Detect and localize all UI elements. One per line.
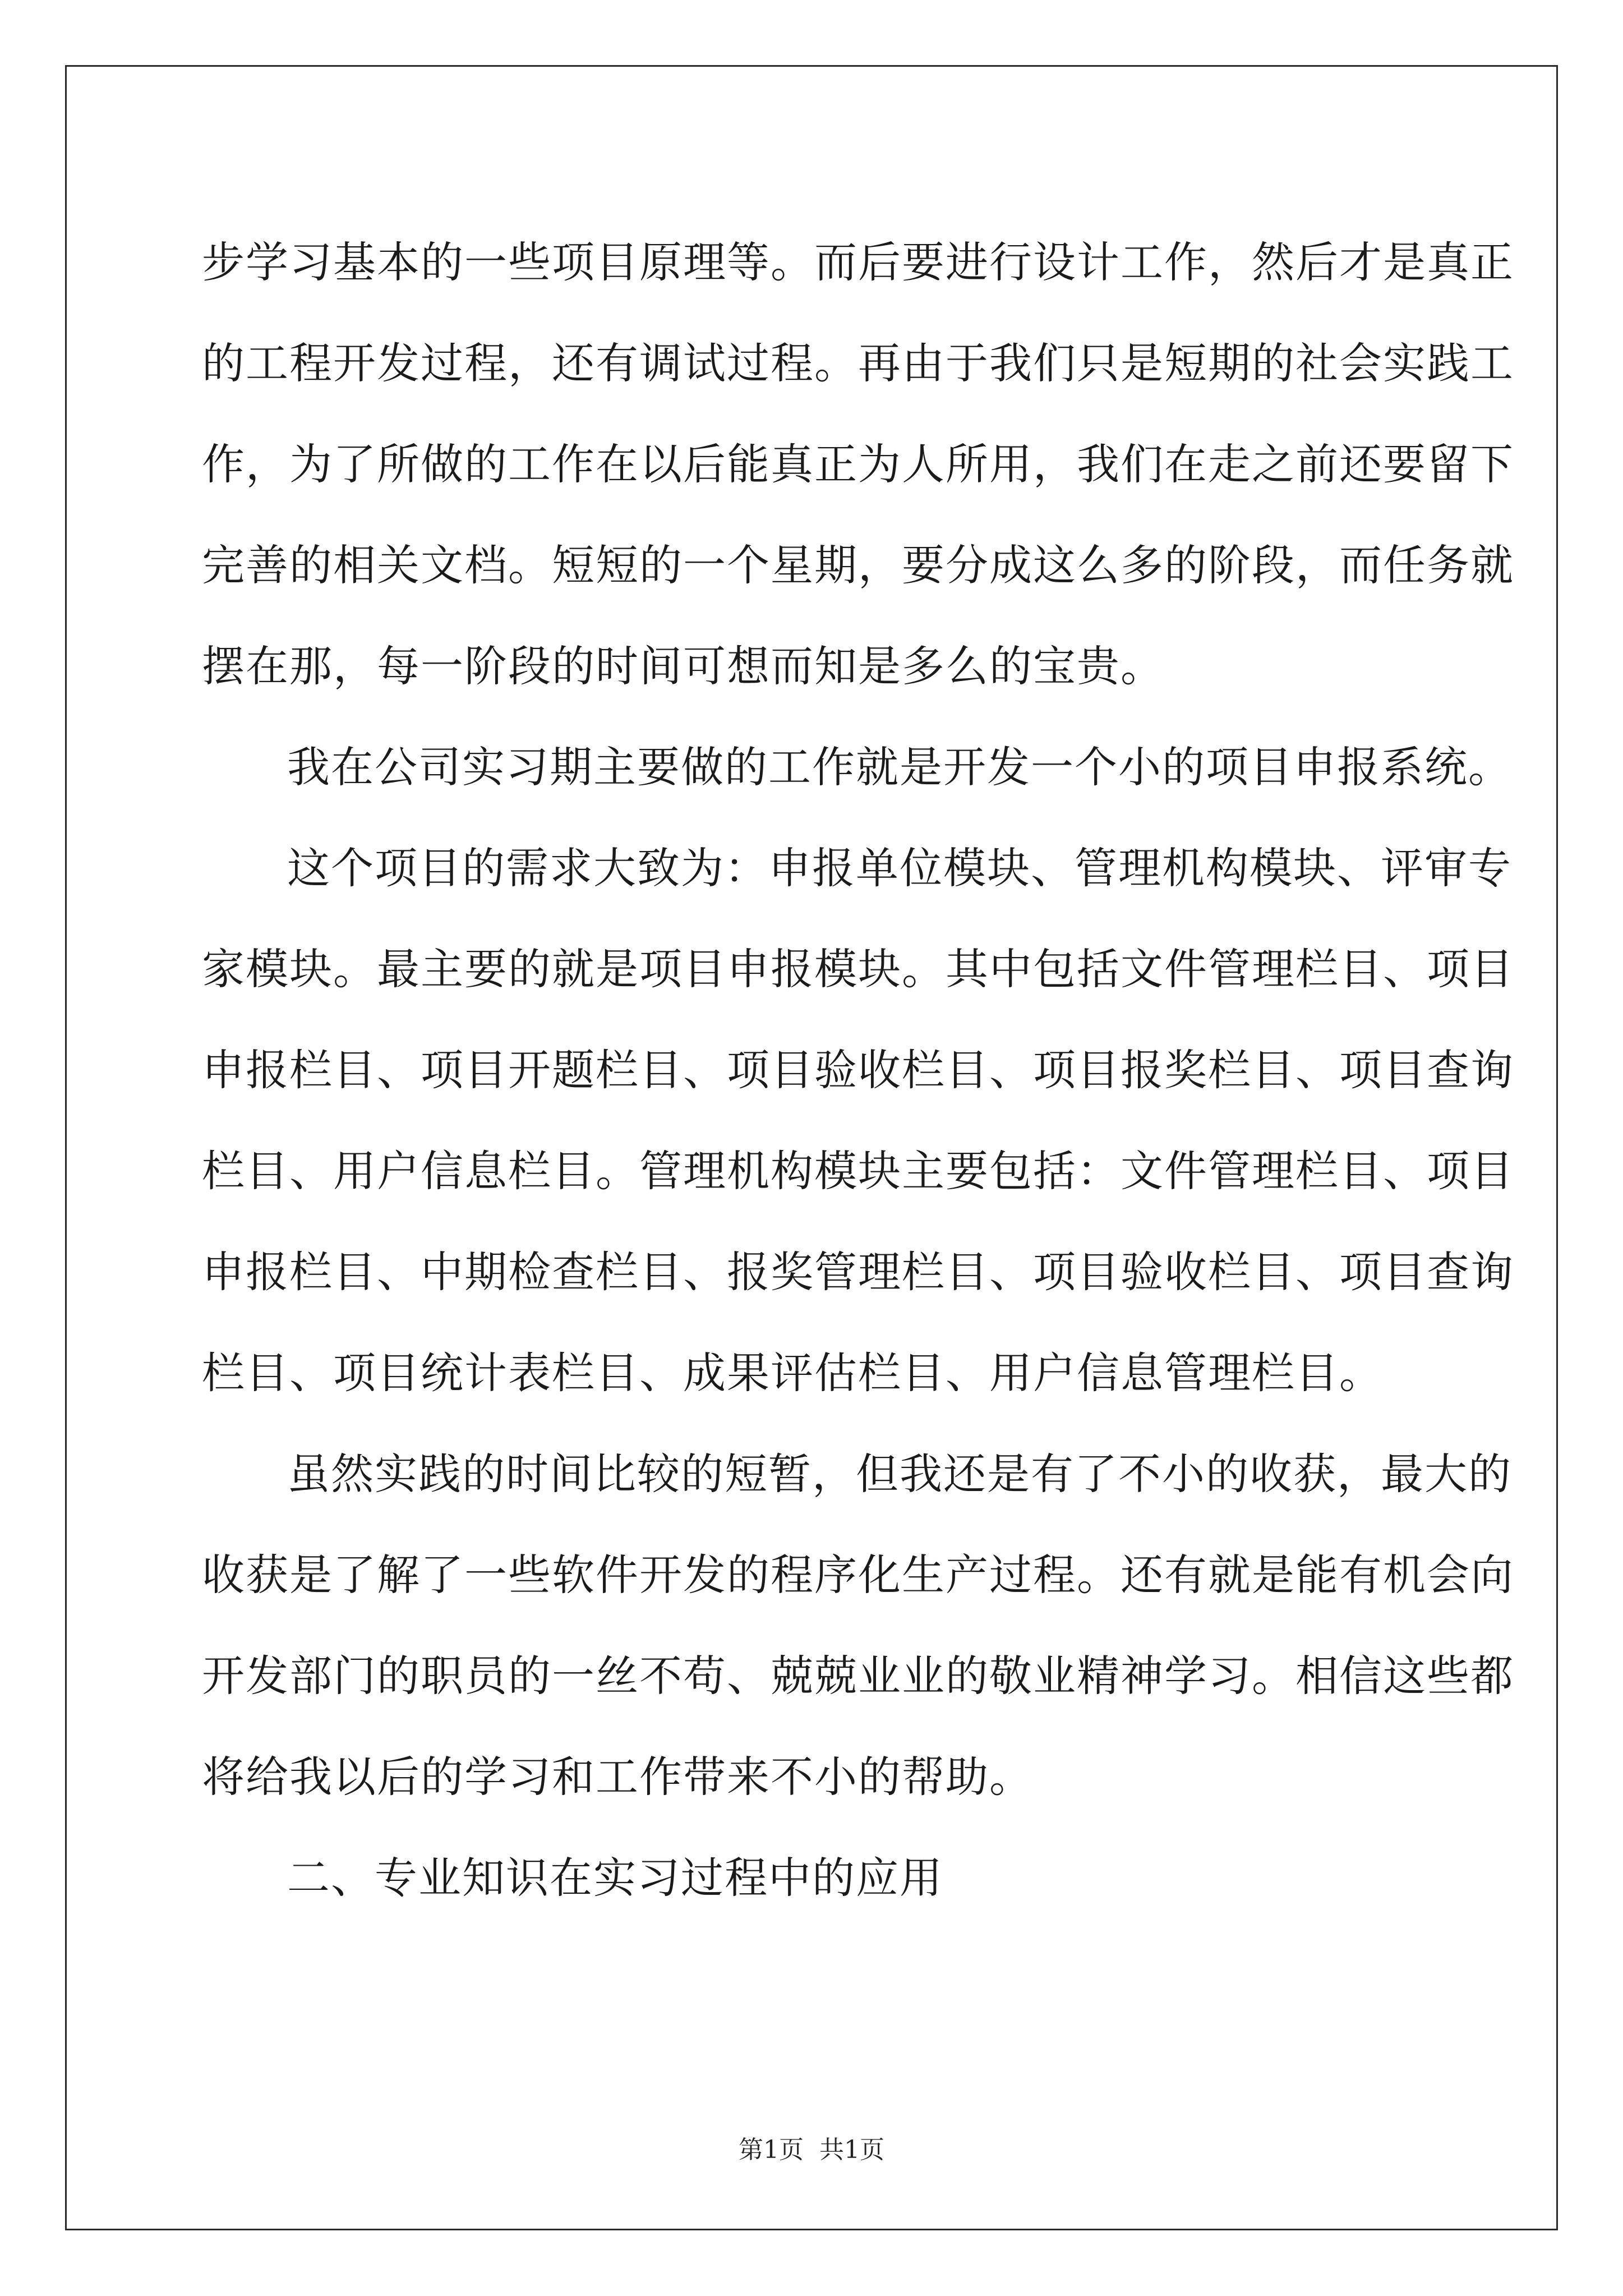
text-line: 收获是了解了一些软件开发的程序化生产过程。还有就是能有机会向 bbox=[202, 1550, 1514, 1600]
text-line: 栏目、用户信息栏目。管理机构模块主要包括：文件管理栏目、项目 bbox=[202, 1146, 1514, 1196]
text-line: 虽然实践的时间比较的短暂，但我还是有了不小的收获，最大的 bbox=[287, 1449, 1512, 1499]
page-number: 第1页 bbox=[739, 2136, 804, 2164]
text-line: 将给我以后的学习和工作带来不小的帮助。 bbox=[202, 1752, 1033, 1802]
text-line: 申报栏目、中期检查栏目、报奖管理栏目、项目验收栏目、项目查询 bbox=[202, 1247, 1514, 1297]
text-line: 完善的相关文档。短短的一个星期，要分成这么多的阶段，而任务就 bbox=[202, 540, 1514, 590]
text-line: 我在公司实习期主要做的工作就是开发一个小的项目申报系统。 bbox=[287, 742, 1512, 792]
text-line: 步学习基本的一些项目原理等。而后要进行设计工作，然后才是真正 bbox=[202, 237, 1514, 287]
text-line: 作，为了所做的工作在以后能真正为人所用，我们在走之前还要留下 bbox=[202, 439, 1514, 489]
text-line: 家模块。最主要的就是项目申报模块。其中包括文件管理栏目、项目 bbox=[202, 944, 1514, 994]
page-total: 共1页 bbox=[819, 2136, 884, 2164]
section-heading: 二、专业知识在实习过程中的应用 bbox=[287, 1853, 943, 1903]
text-line: 的工程开发过程，还有调试过程。再由于我们只是短期的社会实践工 bbox=[202, 338, 1514, 388]
text-line: 栏目、项目统计表栏目、成果评估栏目、用户信息管理栏目。 bbox=[202, 1348, 1383, 1398]
text-line: 这个项目的需求大致为：申报单位模块、管理机构模块、评审专 bbox=[287, 843, 1512, 893]
document-body bbox=[202, 212, 1514, 1929]
text-line: 摆在那，每一阶段的时间可想而知是多么的宝贵。 bbox=[202, 641, 1164, 691]
page-footer bbox=[0, 2129, 1623, 2165]
text-line: 申报栏目、项目开题栏目、项目验收栏目、项目报奖栏目、项目查询 bbox=[202, 1045, 1514, 1095]
text-line: 开发部门的职员的一丝不苟、兢兢业业的敬业精神学习。相信这些都 bbox=[202, 1651, 1514, 1701]
